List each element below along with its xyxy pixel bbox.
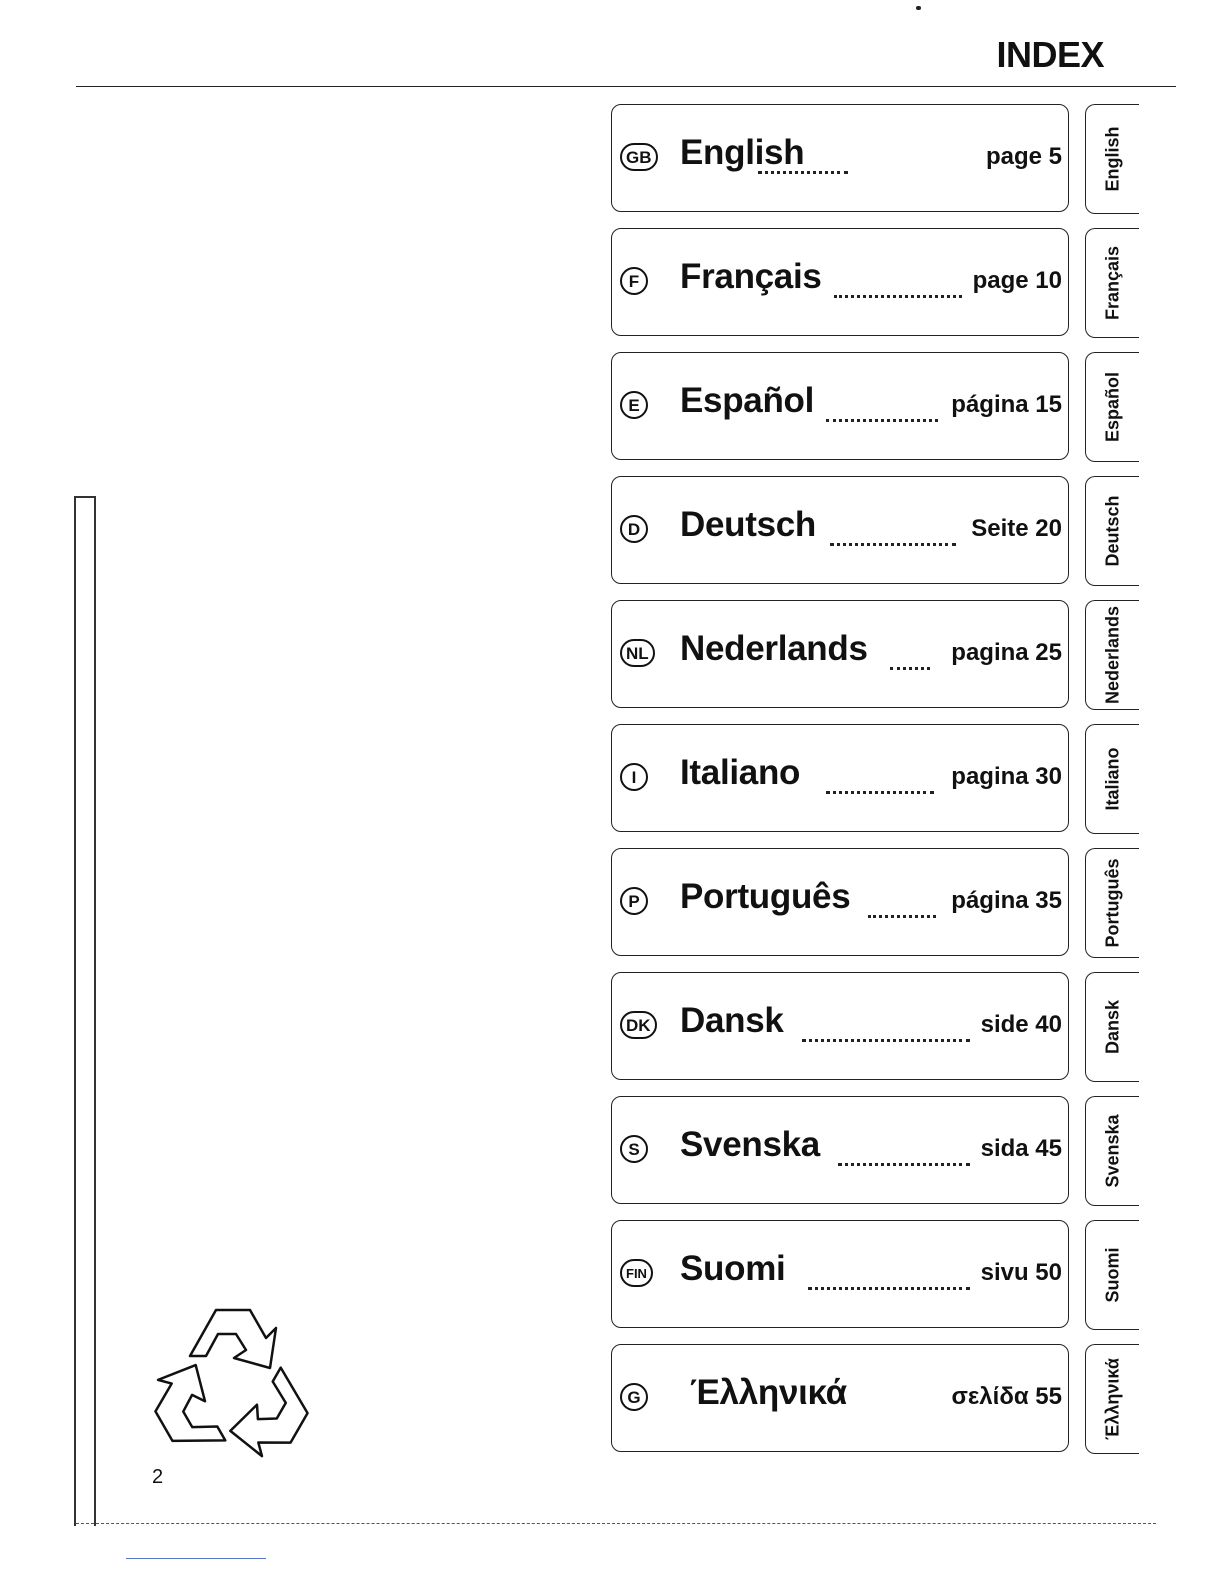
page-reference: page 5 — [985, 143, 1062, 170]
page-reference: Seite 20 — [971, 515, 1062, 542]
tab-label: Italiano — [1102, 747, 1122, 811]
leader-dots — [826, 771, 934, 794]
country-code-badge: I — [620, 763, 648, 791]
page-reference: página 35 — [951, 887, 1062, 914]
language-tab[interactable] — [1085, 1096, 1139, 1206]
country-code-badge: G — [620, 1383, 648, 1411]
footer-rule — [76, 1523, 1156, 1524]
index-entry[interactable] — [611, 600, 1069, 708]
language-name: Έλληνικά — [690, 1373, 847, 1412]
tab-label: Português — [1102, 858, 1122, 948]
language-name: Nederlands — [680, 629, 868, 668]
language-tab[interactable] — [1085, 228, 1139, 338]
country-code-badge: F — [620, 267, 648, 295]
index-entry[interactable] — [611, 1096, 1069, 1204]
tab-label: Svenska — [1102, 1114, 1122, 1188]
tab-label: Έλληνικά — [1102, 1358, 1122, 1440]
leader-dots — [802, 1019, 970, 1042]
index-entry[interactable] — [611, 104, 1069, 212]
margin-bracket — [74, 496, 96, 1526]
language-tab[interactable] — [1085, 724, 1139, 834]
language-name: Français — [680, 257, 822, 296]
page-title: INDEX — [996, 34, 1104, 75]
country-code-badge: DK — [620, 1011, 657, 1039]
language-tab[interactable] — [1085, 1344, 1139, 1454]
index-entry[interactable] — [611, 476, 1069, 584]
language-tab[interactable] — [1085, 352, 1139, 462]
language-tab[interactable] — [1085, 1220, 1139, 1330]
page-reference: página 15 — [951, 391, 1062, 418]
header-rule — [76, 86, 1176, 87]
leader-dots — [834, 275, 962, 298]
tab-label: Dansk — [1102, 999, 1122, 1055]
tab-label: Suomi — [1102, 1247, 1122, 1303]
language-name: English — [680, 133, 805, 172]
language-tab[interactable] — [1085, 848, 1139, 958]
page-reference: sida 45 — [980, 1135, 1062, 1162]
index-entry[interactable] — [611, 1344, 1069, 1452]
index-entry[interactable] — [611, 1220, 1069, 1328]
language-name: Português — [680, 877, 851, 916]
footer-mark — [126, 1558, 266, 1559]
leader-dots — [868, 895, 936, 918]
tab-label: English — [1102, 126, 1122, 192]
page-reference: pagina 25 — [951, 639, 1062, 666]
leader-dots — [890, 647, 930, 670]
index-entry[interactable] — [611, 972, 1069, 1080]
country-code-badge: E — [620, 391, 648, 419]
tab-label: Español — [1102, 371, 1122, 443]
recycle-icon — [152, 1298, 312, 1458]
index-entry[interactable] — [611, 228, 1069, 336]
tab-label: Nederlands — [1102, 605, 1122, 705]
leader-dots — [838, 1143, 970, 1166]
country-code-badge: P — [620, 887, 648, 915]
speck — [916, 6, 921, 10]
country-code-badge: GB — [620, 143, 658, 171]
country-code-badge: FIN — [620, 1259, 653, 1287]
tab-label: Français — [1102, 245, 1122, 321]
tab-label: Deutsch — [1102, 495, 1122, 567]
page-reference: pagina 30 — [951, 763, 1062, 790]
index-entry[interactable] — [611, 352, 1069, 460]
language-name: Italiano — [680, 753, 801, 792]
country-code-badge: NL — [620, 639, 655, 667]
language-name: Dansk — [680, 1001, 784, 1040]
country-code-badge: D — [620, 515, 648, 543]
page-reference: sivu 50 — [980, 1259, 1062, 1286]
language-tab[interactable] — [1085, 476, 1139, 586]
page-reference: side 40 — [980, 1011, 1062, 1038]
language-tab[interactable] — [1085, 104, 1139, 214]
leader-dots — [830, 523, 956, 546]
language-name: Suomi — [680, 1249, 786, 1288]
leader-dots — [808, 1267, 970, 1290]
language-name: Español — [680, 381, 815, 420]
page-number: 2 — [152, 1466, 164, 1488]
country-code-badge: S — [620, 1135, 648, 1163]
language-tab[interactable] — [1085, 600, 1139, 710]
index-entry[interactable] — [611, 724, 1069, 832]
language-tab[interactable] — [1085, 972, 1139, 1082]
index-entry[interactable] — [611, 848, 1069, 956]
page-reference: page 10 — [972, 267, 1062, 294]
language-name: Deutsch — [680, 505, 816, 544]
page-reference: σελίδα 55 — [951, 1383, 1062, 1410]
leader-dots — [826, 399, 938, 422]
language-name: Svenska — [680, 1125, 820, 1164]
leader-dots — [758, 151, 848, 174]
